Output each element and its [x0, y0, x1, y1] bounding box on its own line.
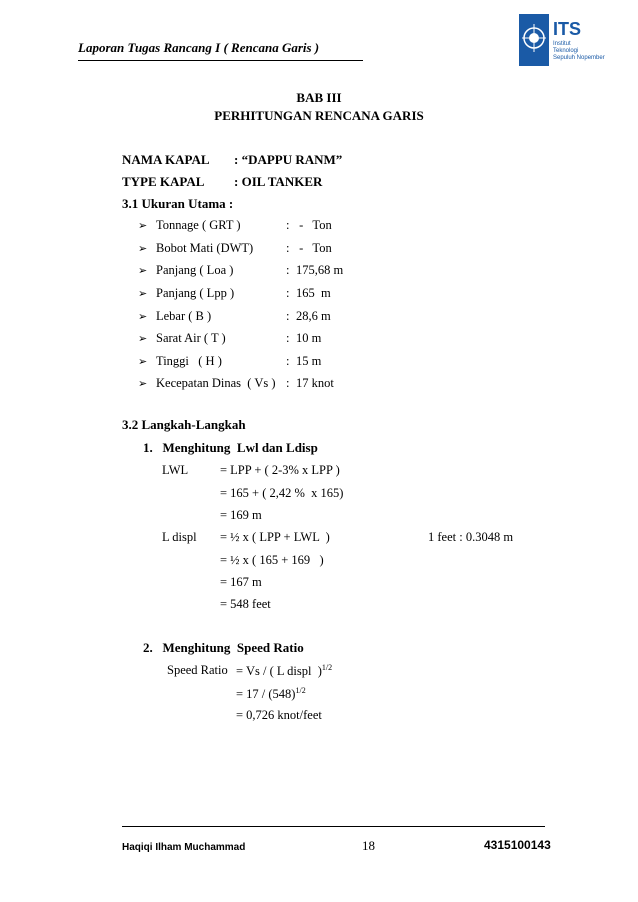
section-3-2-title: 3.2 Langkah-Langkah: [122, 417, 246, 432]
ldispl-result-feet: = 548 feet: [220, 597, 271, 611]
ship-name-label: NAMA KAPAL: [122, 152, 210, 167]
logo-sub-3: Sepuluh Nopember: [553, 55, 605, 61]
item-label: Panjang ( Loa ): [156, 263, 234, 277]
arrow-bullet-icon: ➢: [138, 243, 148, 255]
its-emblem-icon: [519, 14, 611, 66]
item-value: - Ton: [296, 218, 332, 232]
item-value: 175,68 m: [296, 263, 344, 277]
item-label: Bobot Mati (DWT): [156, 241, 254, 255]
arrow-bullet-icon: ➢: [138, 333, 148, 345]
ship-type-label: TYPE KAPAL: [122, 174, 205, 189]
item-colon: :: [286, 241, 290, 255]
ship-type-value: : OIL TANKER: [234, 174, 323, 189]
chapter-label: BAB III: [296, 90, 342, 105]
step-2-title: 2. Menghitung Speed Ratio: [143, 640, 304, 655]
item-colon: :: [286, 263, 290, 277]
item-value: 15 m: [296, 354, 322, 368]
arrow-bullet-icon: ➢: [138, 311, 148, 323]
ldispl-formula: = ½ x ( LPP + LWL ): [220, 530, 330, 544]
ship-name-value: : “DAPPU RANM”: [234, 152, 343, 167]
item-value: 17 knot: [296, 376, 334, 390]
chapter-title: PERHITUNGAN RENCANA GARIS: [214, 108, 424, 123]
conversion-note: 1 feet : 0.3048 m: [428, 530, 514, 544]
item-label: Tonnage ( GRT ): [156, 218, 241, 232]
logo-text: ITS: [553, 19, 582, 39]
item-colon: :: [286, 218, 290, 232]
section-3-1-title: 3.1 Ukuran Utama :: [122, 196, 234, 211]
item-colon: :: [286, 376, 290, 390]
logo-sub-2: Teknologi: [553, 48, 579, 54]
its-logo: [519, 14, 611, 66]
running-header-title: Laporan Tugas Rancang I ( Rencana Garis ): [78, 40, 320, 55]
lwl-result: = 169 m: [220, 508, 262, 522]
logo-sub-1: Institut: [553, 41, 571, 47]
lwl-label: LWL: [162, 463, 189, 477]
speed-ratio-substitution: [236, 686, 306, 702]
item-label: Lebar ( B ): [156, 309, 212, 323]
item-value: 28,6 m: [296, 309, 331, 323]
exponent: 1/2: [321, 663, 333, 672]
speed-ratio-result: = 0,726 knot/feet: [236, 708, 322, 722]
speed-ratio-substitution-text: = 17 / (548): [236, 687, 296, 701]
exponent: 1/2: [295, 686, 306, 695]
item-value: 165 m: [296, 286, 331, 300]
item-label: Sarat Air ( T ): [156, 331, 226, 345]
item-colon: :: [286, 286, 290, 300]
speed-ratio-label: Speed Ratio: [167, 663, 228, 677]
lwl-substitution: = 165 + ( 2,42 % x 165): [220, 486, 344, 500]
arrow-bullet-icon: ➢: [138, 288, 148, 300]
speed-ratio-formula: [236, 663, 332, 679]
ldispl-substitution: = ½ x ( 165 + 169 ): [220, 553, 324, 567]
item-colon: :: [286, 331, 290, 345]
ldispl-label: L displ: [162, 530, 197, 544]
header-rule: [78, 60, 363, 61]
footer-author: Haqiqi Ilham Muchammad: [122, 842, 246, 853]
arrow-bullet-icon: ➢: [138, 378, 148, 390]
ldispl-result-m: = 167 m: [220, 575, 262, 589]
footer-rule: [122, 826, 545, 827]
footer-student-id: 4315100143: [484, 838, 551, 852]
arrow-bullet-icon: ➢: [138, 220, 148, 232]
item-colon: :: [286, 354, 290, 368]
speed-ratio-formula-text: = Vs / ( L displ ): [236, 664, 322, 678]
item-label: Kecepatan Dinas ( Vs ): [156, 376, 276, 390]
step-1-title: 1. Menghitung Lwl dan Ldisp: [143, 440, 318, 455]
item-value: - Ton: [296, 241, 332, 255]
item-label: Tinggi ( H ): [156, 354, 222, 368]
page-number: 18: [362, 838, 375, 853]
lwl-formula: = LPP + ( 2-3% x LPP ): [220, 463, 340, 477]
item-label: Panjang ( Lpp ): [156, 286, 235, 300]
item-colon: :: [286, 309, 290, 323]
item-value: 10 m: [296, 331, 322, 345]
arrow-bullet-icon: ➢: [138, 356, 148, 368]
arrow-bullet-icon: ➢: [138, 265, 148, 277]
